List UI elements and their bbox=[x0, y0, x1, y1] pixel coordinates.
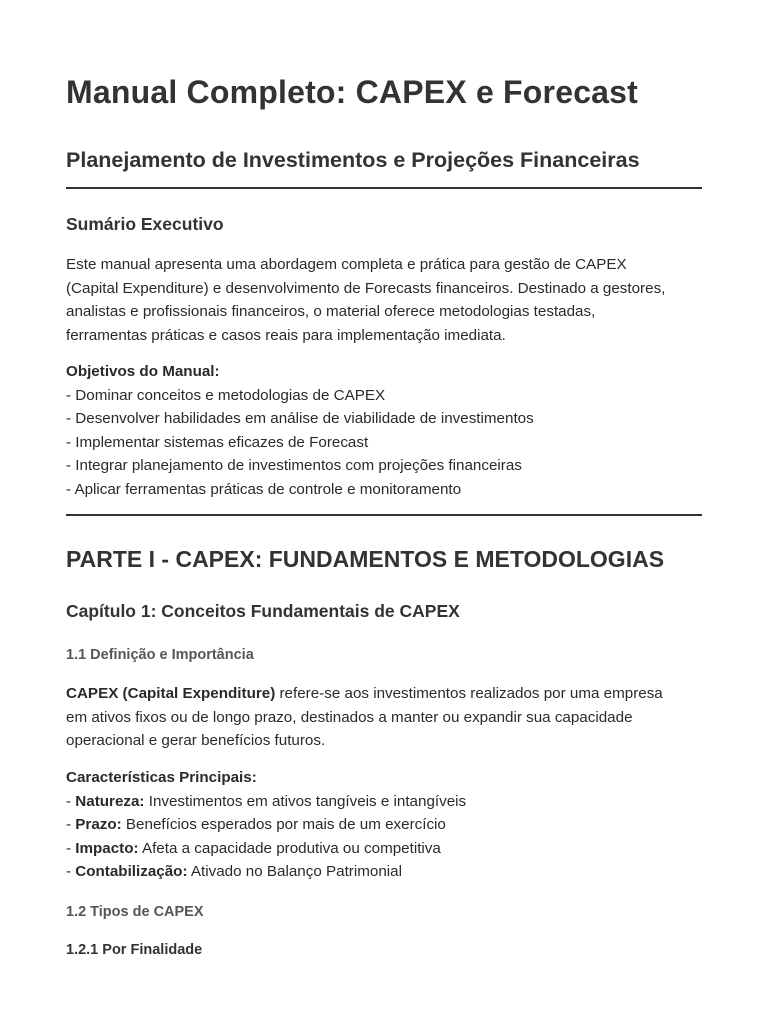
chapter-heading: Capítulo 1: Conceitos Fundamentais de CAPEX bbox=[66, 601, 460, 621]
subsection-heading: 1.2.1 Por Finalidade bbox=[66, 942, 203, 958]
objective-item: - Aplicar ferramentas práticas de controle e monitoramento bbox=[66, 480, 462, 498]
section-heading: 1.1 Definição e Importância bbox=[66, 647, 254, 663]
item-text: Benefícios esperados por mais de um exercício bbox=[121, 816, 446, 834]
item-prefix: - bbox=[66, 839, 76, 857]
item-label: Impacto: bbox=[75, 839, 139, 857]
item-label: Prazo: bbox=[75, 816, 122, 834]
part-heading: PARTE I - CAPEX: FUNDAMENTOS E METODOLOGIAS bbox=[66, 546, 665, 572]
objectives-heading: Objetivos do Manual: bbox=[66, 363, 220, 380]
item-prefix: - bbox=[66, 816, 76, 834]
item-text: Investimentos em ativos tangíveis e intangíveis bbox=[144, 792, 467, 810]
characteristic-item bbox=[66, 860, 706, 884]
characteristics-block bbox=[66, 766, 706, 884]
objective-item: - Integrar planejamento de investimentos com projeções financeiras bbox=[66, 457, 522, 475]
characteristics-heading: Características Principais: bbox=[66, 769, 257, 786]
item-prefix: - bbox=[66, 863, 76, 881]
item-label: Natureza: bbox=[75, 792, 145, 810]
objective-item: - Implementar sistemas eficazes de Forecast bbox=[66, 433, 369, 451]
summary-line: ferramentas práticas e casos reais para implementação imediata. bbox=[66, 326, 506, 344]
item-prefix: - bbox=[66, 792, 76, 810]
summary-line: analistas e profissionais financeiros, o material oferece metodologias testadas, bbox=[66, 303, 596, 321]
document-title: Manual Completo: CAPEX e Forecast bbox=[66, 74, 639, 110]
definition-paragraph bbox=[66, 682, 706, 753]
item-label: Contabilização: bbox=[75, 863, 188, 881]
characteristic-item bbox=[66, 813, 706, 837]
summary-line: (Capital Expenditure) e desenvolvimento de Forecasts financeiros. Destinado a gestores, bbox=[66, 279, 666, 297]
characteristic-item bbox=[66, 837, 706, 861]
definition-line: em ativos fixos ou de longo prazo, destinados a manter ou expandir sua capacidade bbox=[66, 708, 633, 726]
objective-item: - Desenvolver habilidades em análise de viabilidade de investimentos bbox=[66, 410, 534, 428]
characteristic-item bbox=[66, 790, 706, 814]
document-subtitle: Planejamento de Investimentos e Projeções Financeiras bbox=[66, 148, 640, 172]
definition-text: refere-se aos investimentos realizados por uma empresa bbox=[275, 685, 663, 702]
summary-heading: Sumário Executivo bbox=[66, 214, 224, 234]
divider bbox=[66, 514, 702, 516]
summary-paragraph bbox=[66, 253, 706, 347]
section-heading: 1.2 Tipos de CAPEX bbox=[66, 904, 204, 920]
objectives-block bbox=[66, 360, 706, 502]
definition-line: operacional e gerar benefícios futuros. bbox=[66, 732, 326, 750]
summary-line: Este manual apresenta uma abordagem completa e prática para gestão de CAPEX bbox=[66, 256, 627, 273]
item-text: Afeta a capacidade produtiva ou competitiva bbox=[138, 839, 441, 857]
divider bbox=[66, 187, 702, 189]
item-text: Ativado no Balanço Patrimonial bbox=[187, 863, 402, 881]
objective-item: - Dominar conceitos e metodologias de CAPEX bbox=[66, 386, 386, 404]
definition-term: CAPEX (Capital Expenditure) bbox=[66, 685, 276, 702]
